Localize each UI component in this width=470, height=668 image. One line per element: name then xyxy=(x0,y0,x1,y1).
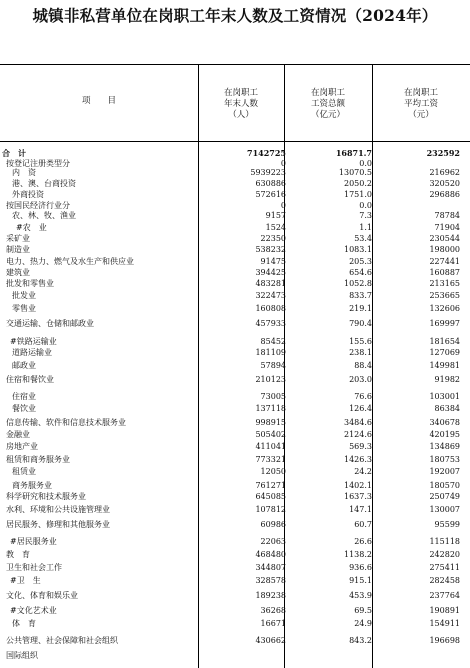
table-row xyxy=(0,179,470,189)
row-average-wage: 103001 xyxy=(429,392,460,401)
header-total-wages-line: 在岗职工 xyxy=(310,88,345,98)
row-average-wage: 78784 xyxy=(434,211,460,220)
table-row xyxy=(0,481,470,491)
row-label: 金融业 xyxy=(6,430,30,439)
header-average-wage-line: 平均工资 xyxy=(403,99,438,109)
row-label: 居民服务、修理和其他服务业 xyxy=(6,520,110,529)
row-total-wages: 936.6 xyxy=(349,563,372,572)
row-average-wage: 190891 xyxy=(429,606,460,615)
row-average-wage: 237764 xyxy=(429,591,460,600)
table-row xyxy=(0,148,470,158)
row-total-wages: 1637.3 xyxy=(344,492,372,501)
table-row xyxy=(0,505,470,515)
row-employees: 189238 xyxy=(255,591,286,600)
header-average-wage-line: 在岗职工 xyxy=(403,88,438,98)
row-total-wages: 219.1 xyxy=(349,304,372,313)
row-label: 采矿业 xyxy=(6,234,30,243)
row-employees: 322473 xyxy=(255,291,286,300)
row-total-wages: 1426.3 xyxy=(344,455,372,464)
table-row xyxy=(0,606,470,616)
row-label: #文化艺术业 xyxy=(10,606,57,615)
row-average-wage: 71904 xyxy=(434,223,460,232)
table-row xyxy=(0,636,470,646)
row-employees: 483281 xyxy=(255,279,286,288)
row-average-wage: 134869 xyxy=(429,442,460,451)
row-average-wage: 216962 xyxy=(429,168,460,177)
row-average-wage: 160887 xyxy=(429,268,460,277)
row-employees: 998915 xyxy=(255,418,286,427)
row-average-wage: 192007 xyxy=(429,467,460,476)
row-average-wage: 127069 xyxy=(429,348,460,357)
row-label: 公共管理、社会保障和社会组织 xyxy=(6,636,118,645)
row-total-wages: 1052.8 xyxy=(344,279,372,288)
table-row xyxy=(0,455,470,465)
row-label: 港、澳、台商投资 xyxy=(12,179,76,188)
row-employees: 60986 xyxy=(260,520,286,529)
row-total-wages: 238.1 xyxy=(349,348,372,357)
row-total-wages: 569.3 xyxy=(349,442,372,451)
row-employees: 36268 xyxy=(260,606,286,615)
row-total-wages: 69.5 xyxy=(354,606,372,615)
row-total-wages: 60.7 xyxy=(354,520,372,529)
table-row xyxy=(0,591,470,601)
row-label: #居民服务业 xyxy=(10,537,57,546)
table-row xyxy=(0,319,470,329)
row-employees: 0 xyxy=(280,201,286,210)
row-total-wages: 3484.6 xyxy=(344,418,372,427)
row-employees: 91475 xyxy=(260,257,286,266)
row-average-wage: 130007 xyxy=(429,505,460,514)
row-label: 租赁和商务服务业 xyxy=(6,455,70,464)
row-total-wages: 205.3 xyxy=(349,257,372,266)
row-total-wages: 0.0 xyxy=(359,201,372,210)
row-average-wage: 169997 xyxy=(429,319,460,328)
row-average-wage: 230544 xyxy=(429,234,460,243)
table-row xyxy=(0,442,470,452)
row-total-wages: 0.0 xyxy=(359,159,372,168)
row-employees: 1524 xyxy=(265,223,286,232)
row-average-wage: 420195 xyxy=(429,430,460,439)
row-total-wages: 88.4 xyxy=(354,361,372,370)
row-label: 房地产业 xyxy=(6,442,38,451)
row-employees: 457933 xyxy=(255,319,286,328)
row-label: 卫生和社会工作 xyxy=(6,563,62,572)
header-employees-line: 年末人数 xyxy=(223,99,258,109)
row-total-wages: 24.2 xyxy=(354,467,372,476)
row-employees: 328578 xyxy=(255,576,286,585)
table-row xyxy=(0,291,470,301)
table-row xyxy=(0,550,470,560)
row-total-wages: 654.6 xyxy=(349,268,372,277)
row-total-wages: 126.4 xyxy=(349,404,372,413)
row-total-wages: 13070.5 xyxy=(338,168,372,177)
row-label: 合 计 xyxy=(2,148,26,158)
row-employees: 761271 xyxy=(255,481,286,490)
row-employees: 344807 xyxy=(255,563,286,572)
row-total-wages: 16871.7 xyxy=(335,148,372,158)
table-row xyxy=(0,190,470,200)
table-row xyxy=(0,467,470,477)
row-average-wage: 95599 xyxy=(434,520,460,529)
row-average-wage: 91982 xyxy=(434,375,460,384)
row-employees: 572616 xyxy=(255,190,286,199)
table-row xyxy=(0,520,470,530)
table-row xyxy=(0,576,470,586)
row-label: 按国民经济行业分 xyxy=(6,201,70,210)
row-employees: 85452 xyxy=(260,337,286,346)
row-average-wage: 213165 xyxy=(429,279,460,288)
row-label: #铁路运输业 xyxy=(10,337,57,346)
row-employees: 7142725 xyxy=(247,148,286,158)
row-employees: 773321 xyxy=(255,455,286,464)
header-total-wages-line: 工资总额 xyxy=(310,99,345,109)
row-label: 零售业 xyxy=(12,304,36,313)
row-employees: 12050 xyxy=(260,467,286,476)
row-average-wage: 296886 xyxy=(429,190,460,199)
table-row xyxy=(0,279,470,289)
table-row xyxy=(0,492,470,502)
table-row xyxy=(0,211,470,221)
row-employees: 137118 xyxy=(255,404,286,413)
row-label: 信息传输、软件和信息技术服务业 xyxy=(6,418,126,427)
row-average-wage: 232592 xyxy=(426,148,460,158)
row-employees: 0 xyxy=(280,159,286,168)
row-label: 租赁业 xyxy=(12,467,36,476)
table-row xyxy=(0,375,470,385)
header-average-wage-line: （元） xyxy=(408,110,434,120)
row-employees: 22063 xyxy=(260,537,286,546)
row-employees: 411041 xyxy=(255,442,286,451)
table-row xyxy=(0,245,470,255)
table-row xyxy=(0,337,470,347)
row-employees: 430662 xyxy=(255,636,286,645)
row-total-wages: 155.6 xyxy=(349,337,372,346)
row-total-wages: 203.0 xyxy=(349,375,372,384)
row-average-wage: 250749 xyxy=(429,492,460,501)
row-label: 道路运输业 xyxy=(12,348,52,357)
row-total-wages: 1138.2 xyxy=(344,550,372,559)
row-employees: 505402 xyxy=(255,430,286,439)
row-average-wage: 196698 xyxy=(429,636,460,645)
row-employees: 630886 xyxy=(255,179,286,188)
row-label: 电力、热力、燃气及水生产和供应业 xyxy=(6,257,134,266)
row-total-wages: 53.4 xyxy=(354,234,372,243)
row-label: 餐饮业 xyxy=(12,404,36,413)
row-total-wages: 915.1 xyxy=(349,576,372,585)
row-employees: 57894 xyxy=(260,361,286,370)
row-total-wages: 790.4 xyxy=(349,319,372,328)
row-label: 国际组织 xyxy=(6,651,38,660)
row-average-wage: 132606 xyxy=(429,304,460,313)
row-label: 按登记注册类型分 xyxy=(6,159,70,168)
table-row xyxy=(0,651,470,661)
header-employees-line: 在岗职工 xyxy=(223,88,258,98)
header-employees-line: （人） xyxy=(228,110,254,120)
header-total-wages-line: （亿元） xyxy=(310,110,345,120)
row-label: 邮政业 xyxy=(12,361,36,370)
row-employees: 9157 xyxy=(265,211,286,220)
row-label: 体 育 xyxy=(12,619,36,628)
row-employees: 538232 xyxy=(255,245,286,254)
row-label: #卫 生 xyxy=(10,576,41,585)
row-label: 外商投资 xyxy=(12,190,44,199)
row-label: 科学研究和技术服务业 xyxy=(6,492,86,501)
row-label: 住宿业 xyxy=(12,392,36,401)
row-average-wage: 282458 xyxy=(429,576,460,585)
row-label: 住宿和餐饮业 xyxy=(6,375,54,384)
row-total-wages: 1.1 xyxy=(359,223,372,232)
row-total-wages: 1751.0 xyxy=(344,190,372,199)
row-label: 制造业 xyxy=(6,245,30,254)
row-employees: 468480 xyxy=(255,550,286,559)
row-average-wage: 198000 xyxy=(429,245,460,254)
table-row xyxy=(0,361,470,371)
table-row xyxy=(0,563,470,573)
header-average-wage xyxy=(372,88,470,121)
table-row xyxy=(0,404,470,414)
row-average-wage: 149981 xyxy=(429,361,460,370)
table-row xyxy=(0,268,470,278)
row-average-wage: 253665 xyxy=(429,291,460,300)
row-total-wages: 76.6 xyxy=(354,392,372,401)
table-row xyxy=(0,348,470,358)
row-employees: 107812 xyxy=(255,505,286,514)
row-average-wage: 275411 xyxy=(429,563,460,572)
row-total-wages: 1402.1 xyxy=(344,481,372,490)
row-total-wages: 24.9 xyxy=(354,619,372,628)
table-row xyxy=(0,257,470,267)
row-total-wages: 26.6 xyxy=(354,537,372,546)
table-row xyxy=(0,430,470,440)
row-employees: 160808 xyxy=(255,304,286,313)
table-row xyxy=(0,223,470,233)
row-label: 水利、环境和公共设施管理业 xyxy=(6,505,110,514)
row-average-wage: 180753 xyxy=(429,455,460,464)
table-row xyxy=(0,537,470,547)
row-employees: 210123 xyxy=(255,375,286,384)
row-average-wage: 115118 xyxy=(429,537,460,546)
row-average-wage: 242820 xyxy=(429,550,460,559)
row-label: 教 育 xyxy=(6,550,30,559)
table-row xyxy=(0,619,470,629)
header-item: 项 目 xyxy=(81,96,116,106)
row-total-wages: 1083.1 xyxy=(344,245,372,254)
table-row xyxy=(0,392,470,402)
row-employees: 645085 xyxy=(255,492,286,501)
table-row xyxy=(0,201,470,211)
row-average-wage: 340678 xyxy=(429,418,460,427)
row-label: 商务服务业 xyxy=(12,481,52,490)
row-employees: 22350 xyxy=(260,234,286,243)
row-label: 农、林、牧、渔业 xyxy=(12,211,76,220)
row-total-wages: 453.9 xyxy=(349,591,372,600)
table-row xyxy=(0,418,470,428)
row-employees: 5939223 xyxy=(250,168,286,177)
row-label: #农 业 xyxy=(16,223,47,232)
row-average-wage: 320520 xyxy=(429,179,460,188)
table-row xyxy=(0,304,470,314)
row-employees: 73005 xyxy=(260,392,286,401)
row-average-wage: 86384 xyxy=(434,404,460,413)
row-total-wages: 7.3 xyxy=(359,211,372,220)
row-label: 建筑业 xyxy=(6,268,30,277)
row-total-wages: 147.1 xyxy=(349,505,372,514)
row-employees: 181109 xyxy=(255,348,286,357)
row-average-wage: 181654 xyxy=(429,337,460,346)
row-total-wages: 833.7 xyxy=(349,291,372,300)
row-employees: 394425 xyxy=(255,268,286,277)
row-label: 交通运输、仓储和邮政业 xyxy=(6,319,94,328)
header-employees xyxy=(198,88,284,121)
header-bottom-rule xyxy=(0,141,470,142)
row-average-wage: 227441 xyxy=(429,257,460,266)
row-label: 批发业 xyxy=(12,291,36,300)
row-employees: 16671 xyxy=(260,619,286,628)
page-title: 城镇非私营单位在岗职工年末人数及工资情况（2024年） xyxy=(32,6,438,25)
row-total-wages: 2124.6 xyxy=(344,430,372,439)
table-row xyxy=(0,168,470,178)
row-total-wages: 2050.2 xyxy=(344,179,372,188)
row-total-wages: 843.2 xyxy=(349,636,372,645)
table-top-rule xyxy=(0,64,470,65)
table-row xyxy=(0,234,470,244)
row-average-wage: 154911 xyxy=(429,619,460,628)
row-label: 文化、体育和娱乐业 xyxy=(6,591,78,600)
row-average-wage: 180570 xyxy=(429,481,460,490)
row-label: 内 资 xyxy=(12,168,36,177)
row-label: 批发和零售业 xyxy=(6,279,54,288)
header-total-wages xyxy=(284,88,372,121)
